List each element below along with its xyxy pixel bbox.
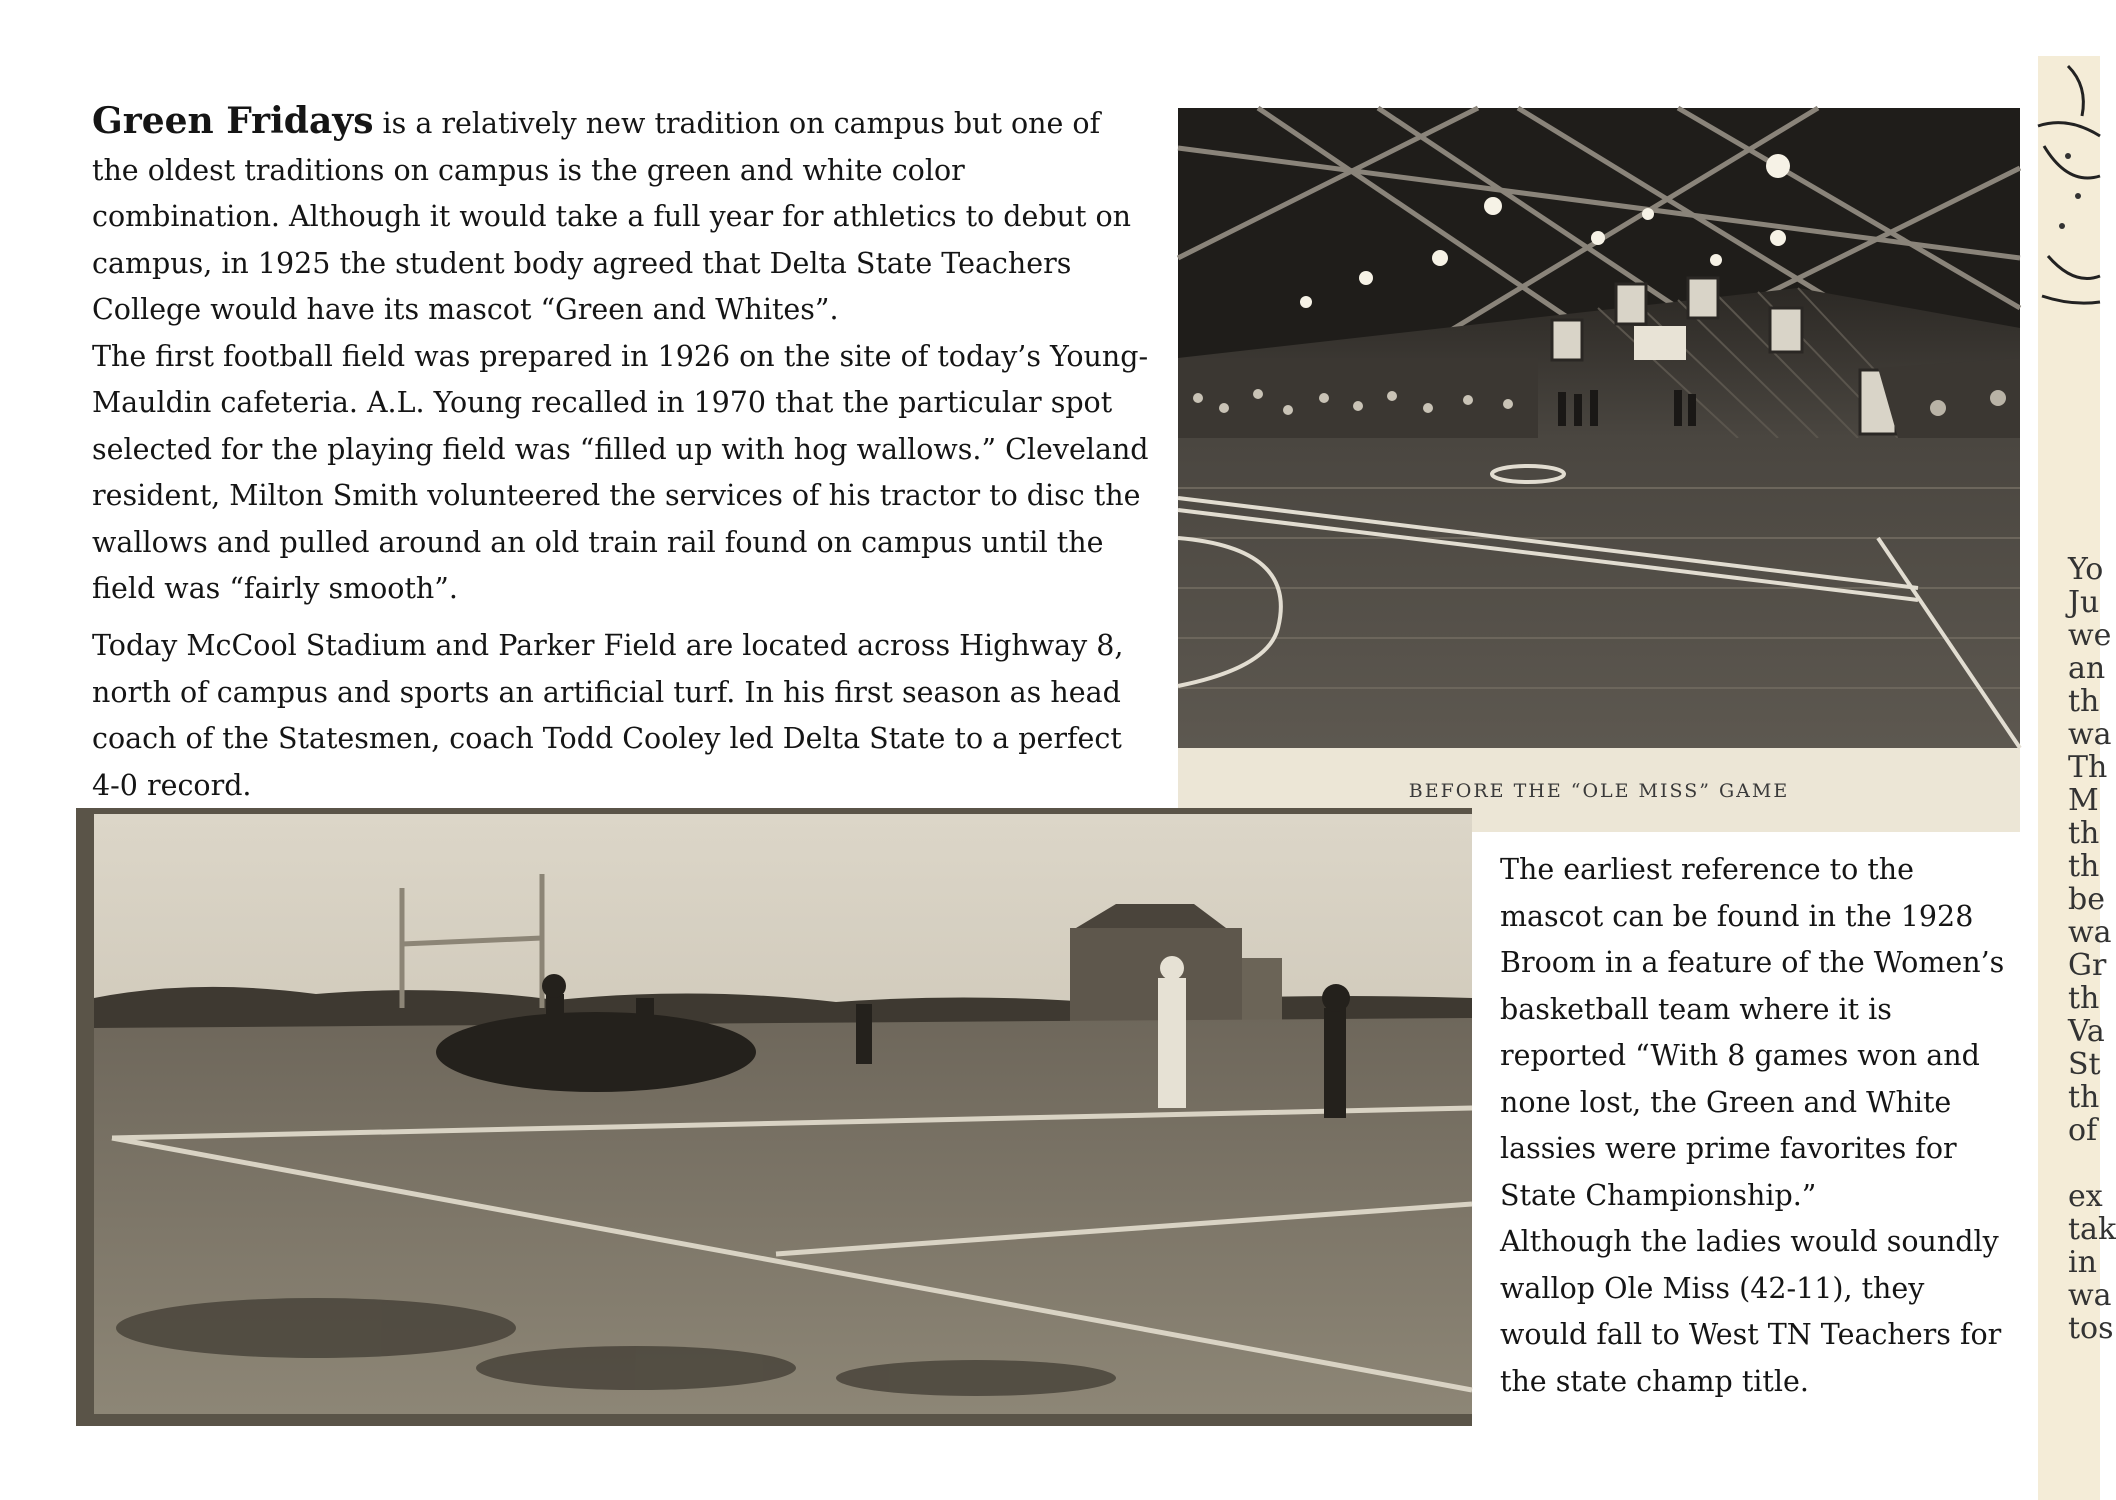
today-paragraph: Today McCool Stadium and Parker Field are located across Highway 8, north of campus and sports an artificial turf. In his first season as head coach of the Statesmen, coach Todd Cooley led Delta State to a perfect 4-0 record. <box>92 629 1124 802</box>
adjacent-page-line: Th <box>2068 750 2108 785</box>
ornament-illustration-fragment <box>2038 56 2100 316</box>
adjacent-page-line: St <box>2068 1047 2101 1082</box>
adjacent-page-line: th <box>2068 816 2100 851</box>
adjacent-page-line: tos <box>2068 1311 2114 1346</box>
adjacent-page-line: an <box>2068 651 2106 686</box>
adjacent-page-line: th <box>2068 1080 2100 1115</box>
adjacent-page-line: wa <box>2068 1278 2112 1313</box>
intro-text-block <box>92 98 1152 613</box>
adjacent-page-line: wa <box>2068 717 2112 752</box>
gym-photo <box>1178 108 2020 748</box>
adjacent-page-line: th <box>2068 684 2100 719</box>
adjacent-page-line: in <box>2068 1245 2097 1280</box>
today-text-block <box>92 623 1152 809</box>
adjacent-page-line: tak <box>2068 1212 2116 1247</box>
football-field-paragraph: The first football field was prepared in 1926 on the site of today’s Young-Mauldin cafeteria. A.L. Young recalled in 1970 that the particular spot selected for the playing field was “filled up with hog wallows.” Cleveland resident, Milton Smith volunteered the services of his tractor to disc the wallows and pulled around an old train rail found on campus until the field was “fairly smooth”. <box>92 339 1149 605</box>
state-title-paragraph: Although the ladies would soundly wallop Ole Miss (42-11), they would fall to West TN Teachers for the state champ title. <box>1500 1225 2002 1398</box>
intro-paragraph-text: is a relatively new tradition on campus but one of the oldest traditions on campus is the green and white color combination. Although it would take a full year for athletics to debut on campus, in 1925 the student body agreed that Delta State Teachers College would have its mascot “Green and Whites”. <box>92 107 1131 326</box>
adjacent-page-line: Ju <box>2068 585 2100 620</box>
adjacent-page-line: Va <box>2068 1014 2105 1049</box>
right-text-block <box>1500 847 2020 1405</box>
adjacent-page-fragment <box>2038 56 2116 1500</box>
adjacent-page-line: M <box>2068 783 2099 818</box>
adjacent-page-line: Yo <box>2068 552 2104 587</box>
intro-paragraph <box>92 98 1152 334</box>
adjacent-page-line: be <box>2068 882 2105 917</box>
adjacent-page-line: ex <box>2068 1179 2103 1214</box>
adjacent-page-line: th <box>2068 849 2100 884</box>
adjacent-page-line: we <box>2068 618 2112 653</box>
adjacent-page-line: wa <box>2068 915 2112 950</box>
adjacent-page-line: of <box>2068 1113 2098 1148</box>
green-fridays-heading: Green Fridays <box>92 100 374 142</box>
adjacent-page-line: th <box>2068 981 2100 1016</box>
mascot-reference-paragraph: The earliest reference to the mascot can be found in the 1928 Broom in a feature of the Women’s basketball team where it is reported “With 8 games won and none lost, the Green and White lassies were prime favorites for State Championship.” <box>1500 853 2005 1212</box>
gym-photo-card <box>1178 108 2020 832</box>
football-photo <box>76 808 1472 1426</box>
adjacent-page-line: Gr <box>2068 948 2107 983</box>
football-photo-card <box>76 808 1472 1426</box>
gym-photo-caption: BEFORE THE “OLE MISS” GAME <box>1408 780 1790 802</box>
